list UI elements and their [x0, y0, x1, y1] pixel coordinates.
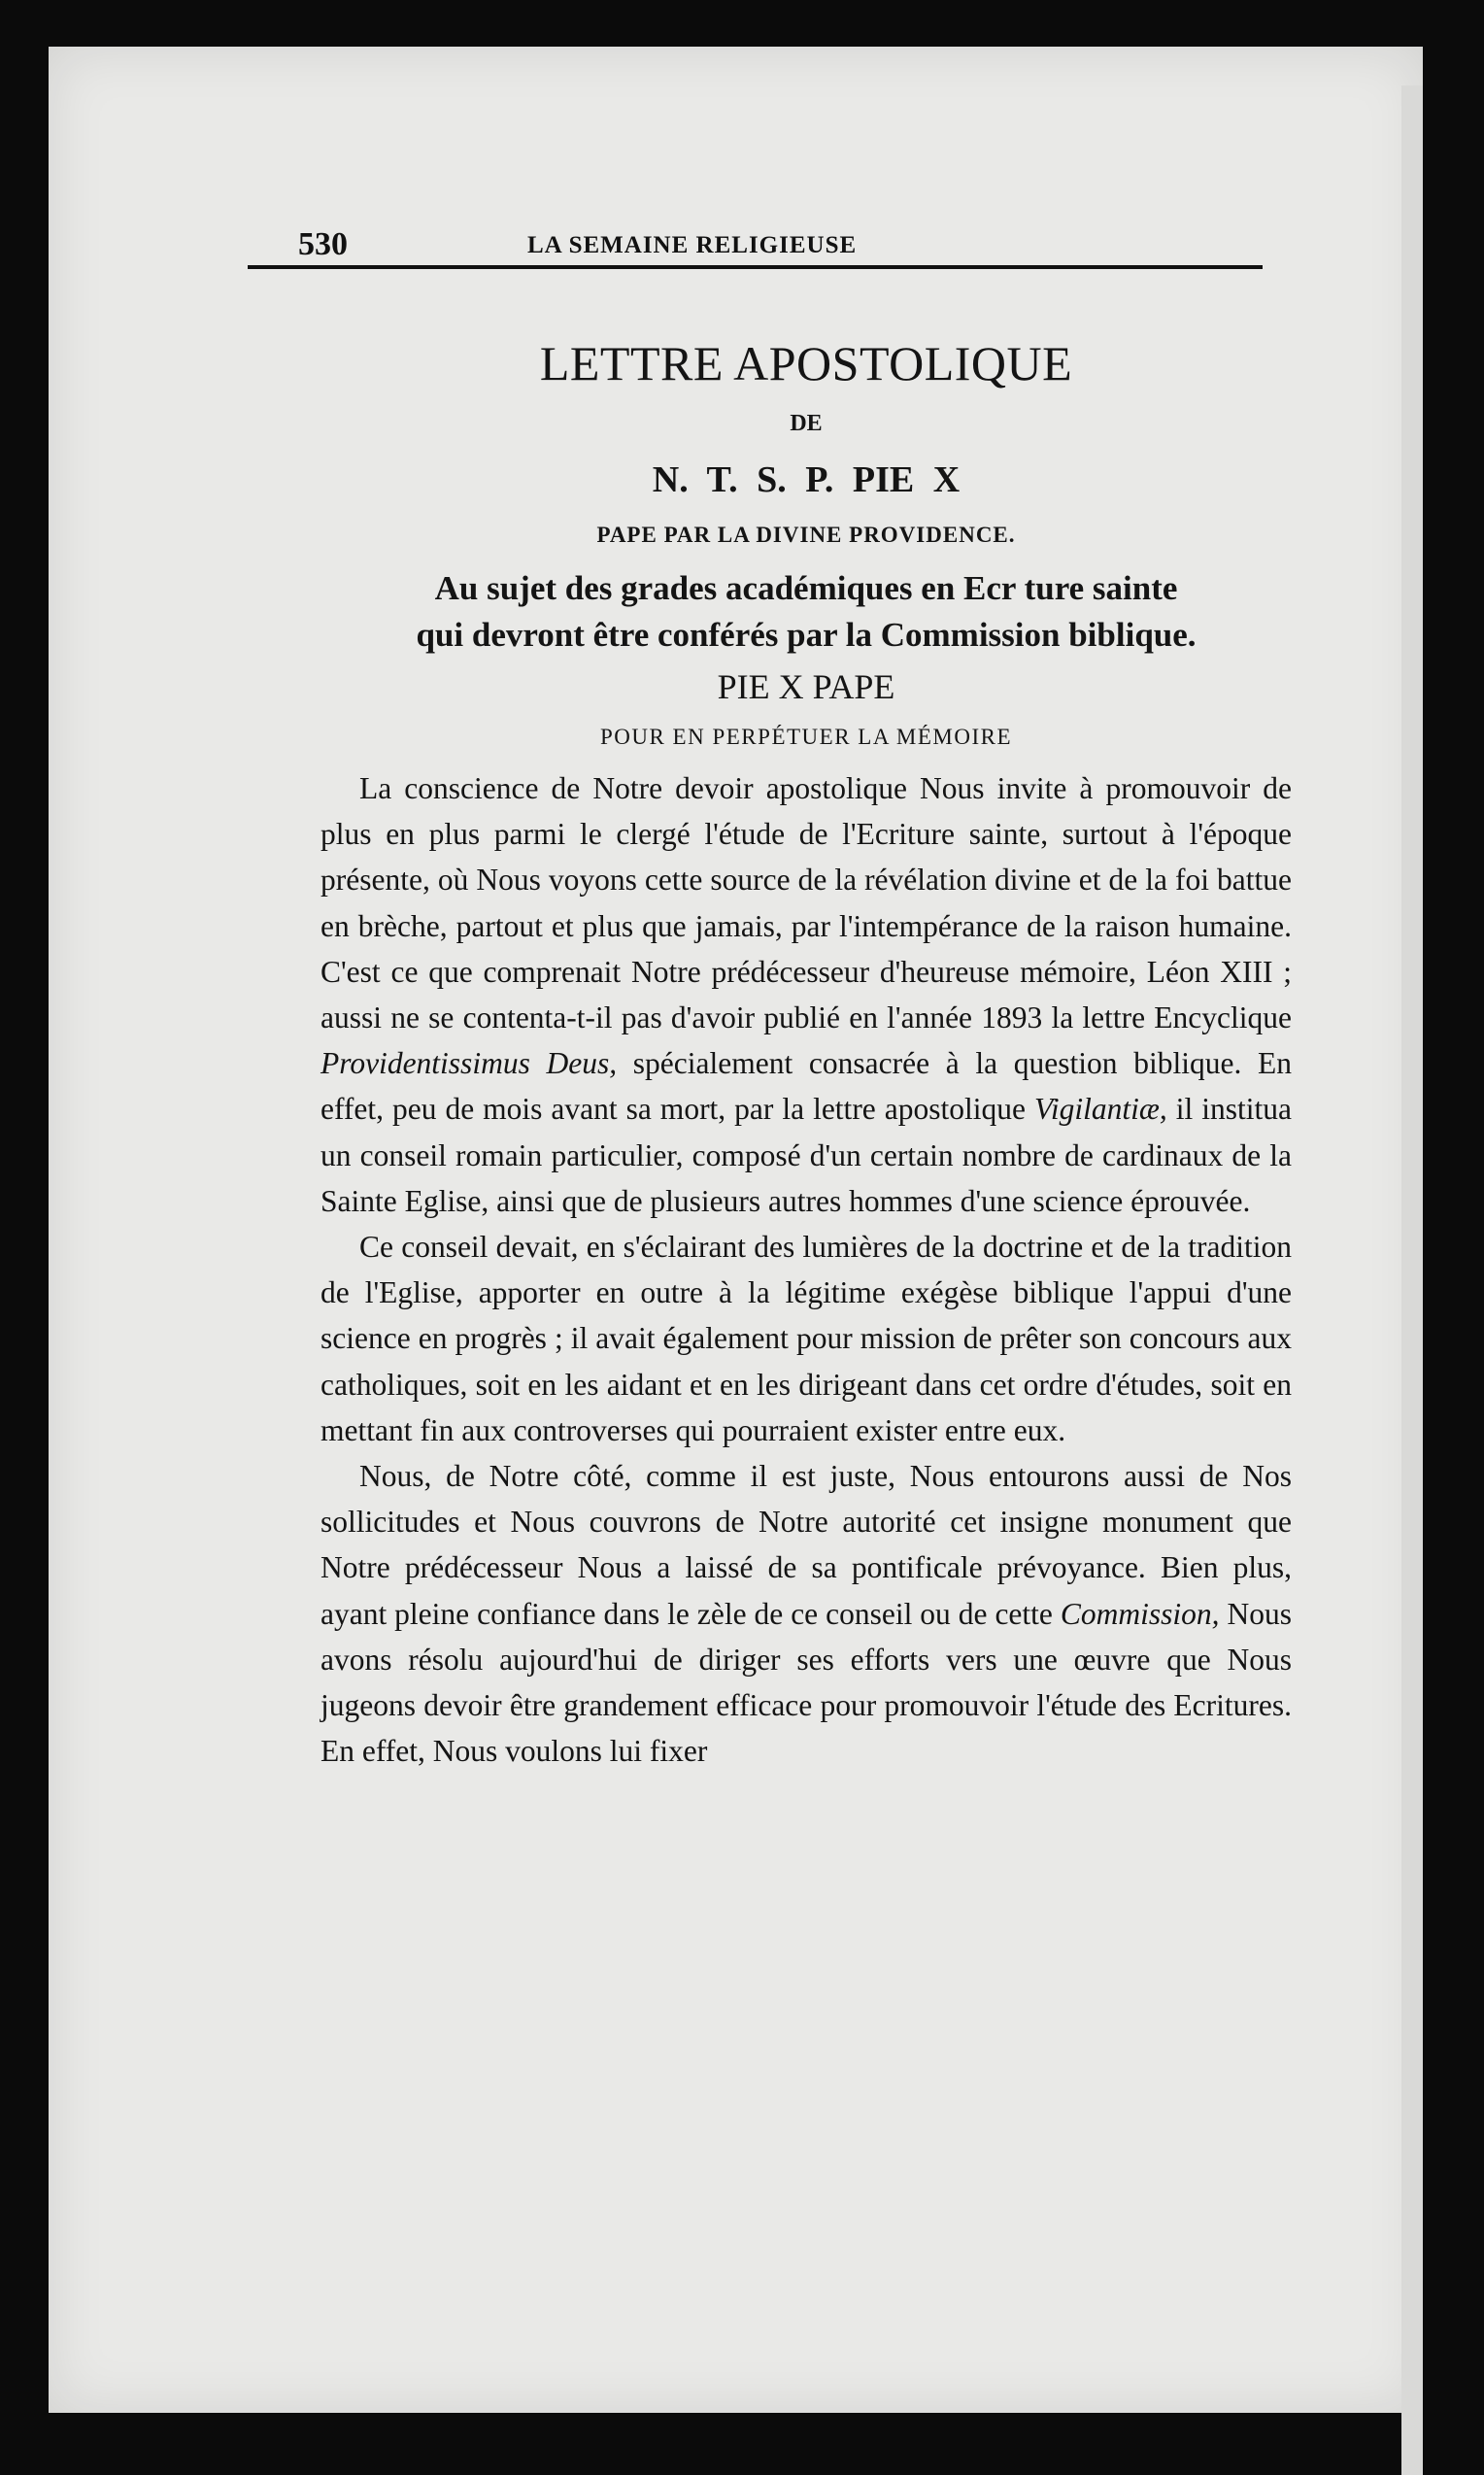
subject-line-1: Au sujet des grades académiques en Ecr ture sainte — [434, 569, 1178, 607]
page-header — [248, 226, 1263, 269]
paragraph-1-text-a: La conscience de Notre devoir apostolique Nous invite à promouvoir de plus en plus parmi le clergé l'étude de l'Ecriture sainte, surtout à l'époque présente, où Nous voyons cette source de la révélation divine et de la foi battue en brèche, partout et plus que jamais, par l'intempérance de la raison humaine. C'est ce que comprenait Notre prédécesseur d'heureuse mémoire, Léon XIII ; aussi ne se contenta-t-il pas d'avoir publié en l'année 1893 la lettre Encyclique — [320, 771, 1292, 1035]
heading-de: DE — [790, 411, 823, 436]
paragraph-2: Ce conseil devait, en s'éclairant des lumières de la doctrine et de la tradition de l'Eglise, apporter en outre à la légitime exégèse biblique l'appui d'une science en progrès ; il avait également pour mission de prêter son concours aux catholiques, soit en les aidant et en les dirigeant dans cet ordre d'études, soit en mettant fin aux controverses qui pourraient exister entre eux. — [320, 1230, 1292, 1447]
paragraph-1-text-b: spécialement consacrée à la question biblique. En effet, peu de mois avant sa mort, par la lettre apostolique — [320, 1046, 1293, 1127]
page-number: 530 — [298, 226, 348, 262]
perpetual-memory-line: POUR EN PERPÉTUER LA MÉMOIRE — [599, 725, 1013, 749]
paragraph-3-text-a: Nous, de Notre côté, comme il est juste, Nous entourons aussi de Nos sollicitudes et Nous couvrons de Notre autorité cet insigne monument que Notre prédécesseur Nous a laissé de sa pontificale prévoyance. Bien plus, ayant pleine confiance dans le zèle de ce conseil ou de cette — [320, 1459, 1292, 1631]
running-title: LA SEMAINE RELIGIEUSE — [527, 232, 858, 258]
italic-vigilantiae: Vigilantiæ, — [1033, 1092, 1167, 1127]
paragraph-3 — [320, 1453, 1292, 1774]
letter-subject — [320, 565, 1292, 659]
italic-commission: Commission, — [1060, 1596, 1220, 1631]
paragraph-3-text-b: Nous avons résolu aujourd'hui de diriger ses efforts vers une œuvre que Nous jugeons devoir être grandement efficace pour promouvoir l'étude des Ecritures. En effet, Nous voulons lui fixer — [320, 1596, 1292, 1769]
pope-name: N. T. S. P. PIE X — [652, 459, 961, 500]
page-edge — [1401, 85, 1423, 2475]
letter-title: LETTRE APOSTOLIQUE — [539, 336, 1073, 390]
italic-providentissimus: Providentissimus Deus, — [320, 1046, 618, 1081]
paragraph-1-text-c: il institua un conseil romain particulier, composé d'un certain nombre de cardinaux de la Sainte Eglise, ainsi que de plusieurs autres hommes d'une science éprouvée. — [320, 1092, 1293, 1218]
salutation-heading: PIE X PAPE — [717, 667, 895, 706]
paragraph-1 — [320, 765, 1292, 1224]
letter-content — [320, 335, 1292, 1774]
pope-title: PAPE PAR LA DIVINE PROVIDENCE. — [596, 523, 1016, 547]
subject-line-2: qui devront être conférés par la Commission biblique. — [416, 616, 1197, 654]
